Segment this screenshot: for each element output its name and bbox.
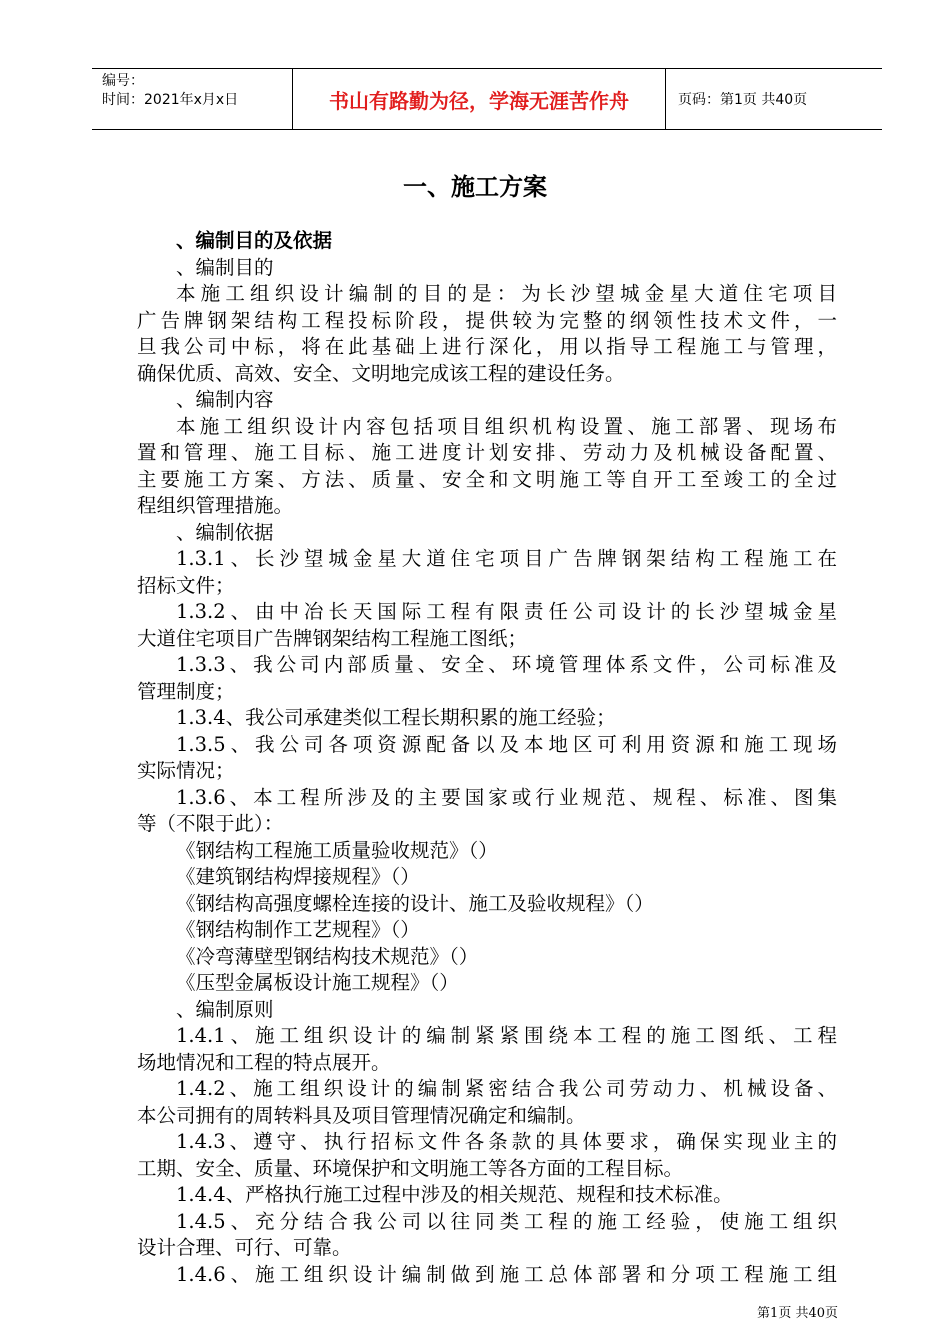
body-text-line: 《建筑钢结构焊接规程》（） <box>176 865 420 888</box>
document-title: 一、施工方案 <box>403 173 547 201</box>
document-number-label: 编号： <box>102 73 144 89</box>
body-text-line: 《钢结构制作工艺规程》（） <box>176 918 420 941</box>
body-text-line: 1.3.5、我公司各项资源配备以及本地区可利用资源和施工现场 <box>176 732 837 756</box>
section-heading: 、编制目的及依据 <box>176 229 333 252</box>
header-motto: 书山有路勤为径，学海无涯苦作舟 <box>329 88 629 113</box>
header-motto-cell <box>293 69 666 129</box>
header-page-number: 页码：第1页 共40页 <box>678 92 808 108</box>
body-text-line: 旦我公司中标，将在此基础上进行深化，用以指导工程施工与管理， <box>137 335 837 358</box>
body-text-line: 本公司拥有的周转料具及项目管理情况确定和编制。 <box>137 1103 586 1127</box>
body-text-line: 1.3.1、长沙望城金星大道住宅项目广告牌钢架结构工程施工在 <box>176 547 837 570</box>
body-text-line: 置和管理、施工目标、施工进度计划安排、劳动力及机械设备配置、 <box>137 441 837 464</box>
body-text-line: 广告牌钢架结构工程投标阶段，提供较为完整的纲领性技术文件，一 <box>137 308 837 332</box>
body-text-line: 《钢结构高强度螺栓连接的设计、施工及验收规程》（） <box>176 891 654 915</box>
body-text-line: 确保优质、高效、安全、文明地完成该工程的建设任务。 <box>137 361 625 385</box>
body-text-line: 、编制内容 <box>176 388 274 411</box>
body-text-line: 等（不限于此）： <box>137 812 284 835</box>
body-text-line: 实际情况； <box>137 759 235 782</box>
body-text-line: 大道住宅项目广告牌钢架结构工程施工图纸； <box>137 626 528 650</box>
body-text-line: 1.4.1、施工组织设计的编制紧紧围绕本工程的施工图纸、工程 <box>176 1024 837 1047</box>
body-text-line: 招标文件； <box>137 573 235 597</box>
body-text-line: 1.4.4、严格执行施工过程中涉及的相关规范、规程和技术标准。 <box>176 1183 733 1206</box>
body-text-line: 1.3.3、我公司内部质量、安全、环境管理体系文件，公司标准及 <box>176 653 837 676</box>
body-text-line: 1.4.2、施工组织设计的编制紧密结合我公司劳动力、机械设备、 <box>176 1077 837 1100</box>
body-text-line: 程组织管理措施。 <box>137 494 294 517</box>
body-text-line: 1.4.5、充分结合我公司以往同类工程的施工经验，使施工组织 <box>176 1209 837 1233</box>
document-body <box>137 228 837 1288</box>
body-text-line: 、编制目的 <box>176 255 274 279</box>
header-meta-cell <box>92 69 293 129</box>
body-text-line: 本施工组织设计内容包括项目组织机构设置、施工部署、现场布 <box>176 414 837 438</box>
body-text-line: 场地情况和工程的特点展开。 <box>137 1050 391 1074</box>
header-page-cell <box>666 69 882 129</box>
body-text-line: 1.3.2、由中冶长天国际工程有限责任公司设计的长沙望城金星 <box>176 600 837 623</box>
body-text-line: 工期、安全、质量、环境保护和文明施工等各方面的工程目标。 <box>137 1156 684 1180</box>
body-text-line: 主要施工方案、方法、质量、安全和文明施工等自开工至竣工的全过 <box>137 467 837 491</box>
body-text-line: 《压型金属板设计施工规程》（） <box>176 971 459 994</box>
body-text-line: 1.3.6、本工程所涉及的主要国家或行业规范、规程、标准、图集 <box>176 785 837 809</box>
body-text-line: 本施工组织设计编制的目的是：为长沙望城金星大道住宅项目 <box>176 282 837 305</box>
document-time-label: 时间：2021年x月x日 <box>102 92 239 108</box>
body-text-line: 《冷弯薄壁型钢结构技术规范》（） <box>176 944 479 968</box>
page-header <box>92 68 882 130</box>
body-text-line: 设计合理、可行、可靠。 <box>137 1236 352 1259</box>
footer-page-number: 第1页 共40页 <box>757 1306 838 1321</box>
body-text-line: 《钢结构工程施工质量验收规范》（） <box>176 838 498 862</box>
body-text-line: 1.4.3、遵守、执行招标文件各条款的具体要求，确保实现业主的 <box>176 1130 837 1153</box>
body-text-line: 管理制度； <box>137 679 235 703</box>
body-text-line: 1.4.6、施工组织设计编制做到施工总体部署和分项工程施工组 <box>176 1262 837 1286</box>
body-text-line: 、编制依据 <box>176 520 274 544</box>
body-text-line: 、编制原则 <box>176 997 274 1021</box>
body-text-line: 1.3.4、我公司承建类似工程长期积累的施工经验； <box>176 706 616 729</box>
